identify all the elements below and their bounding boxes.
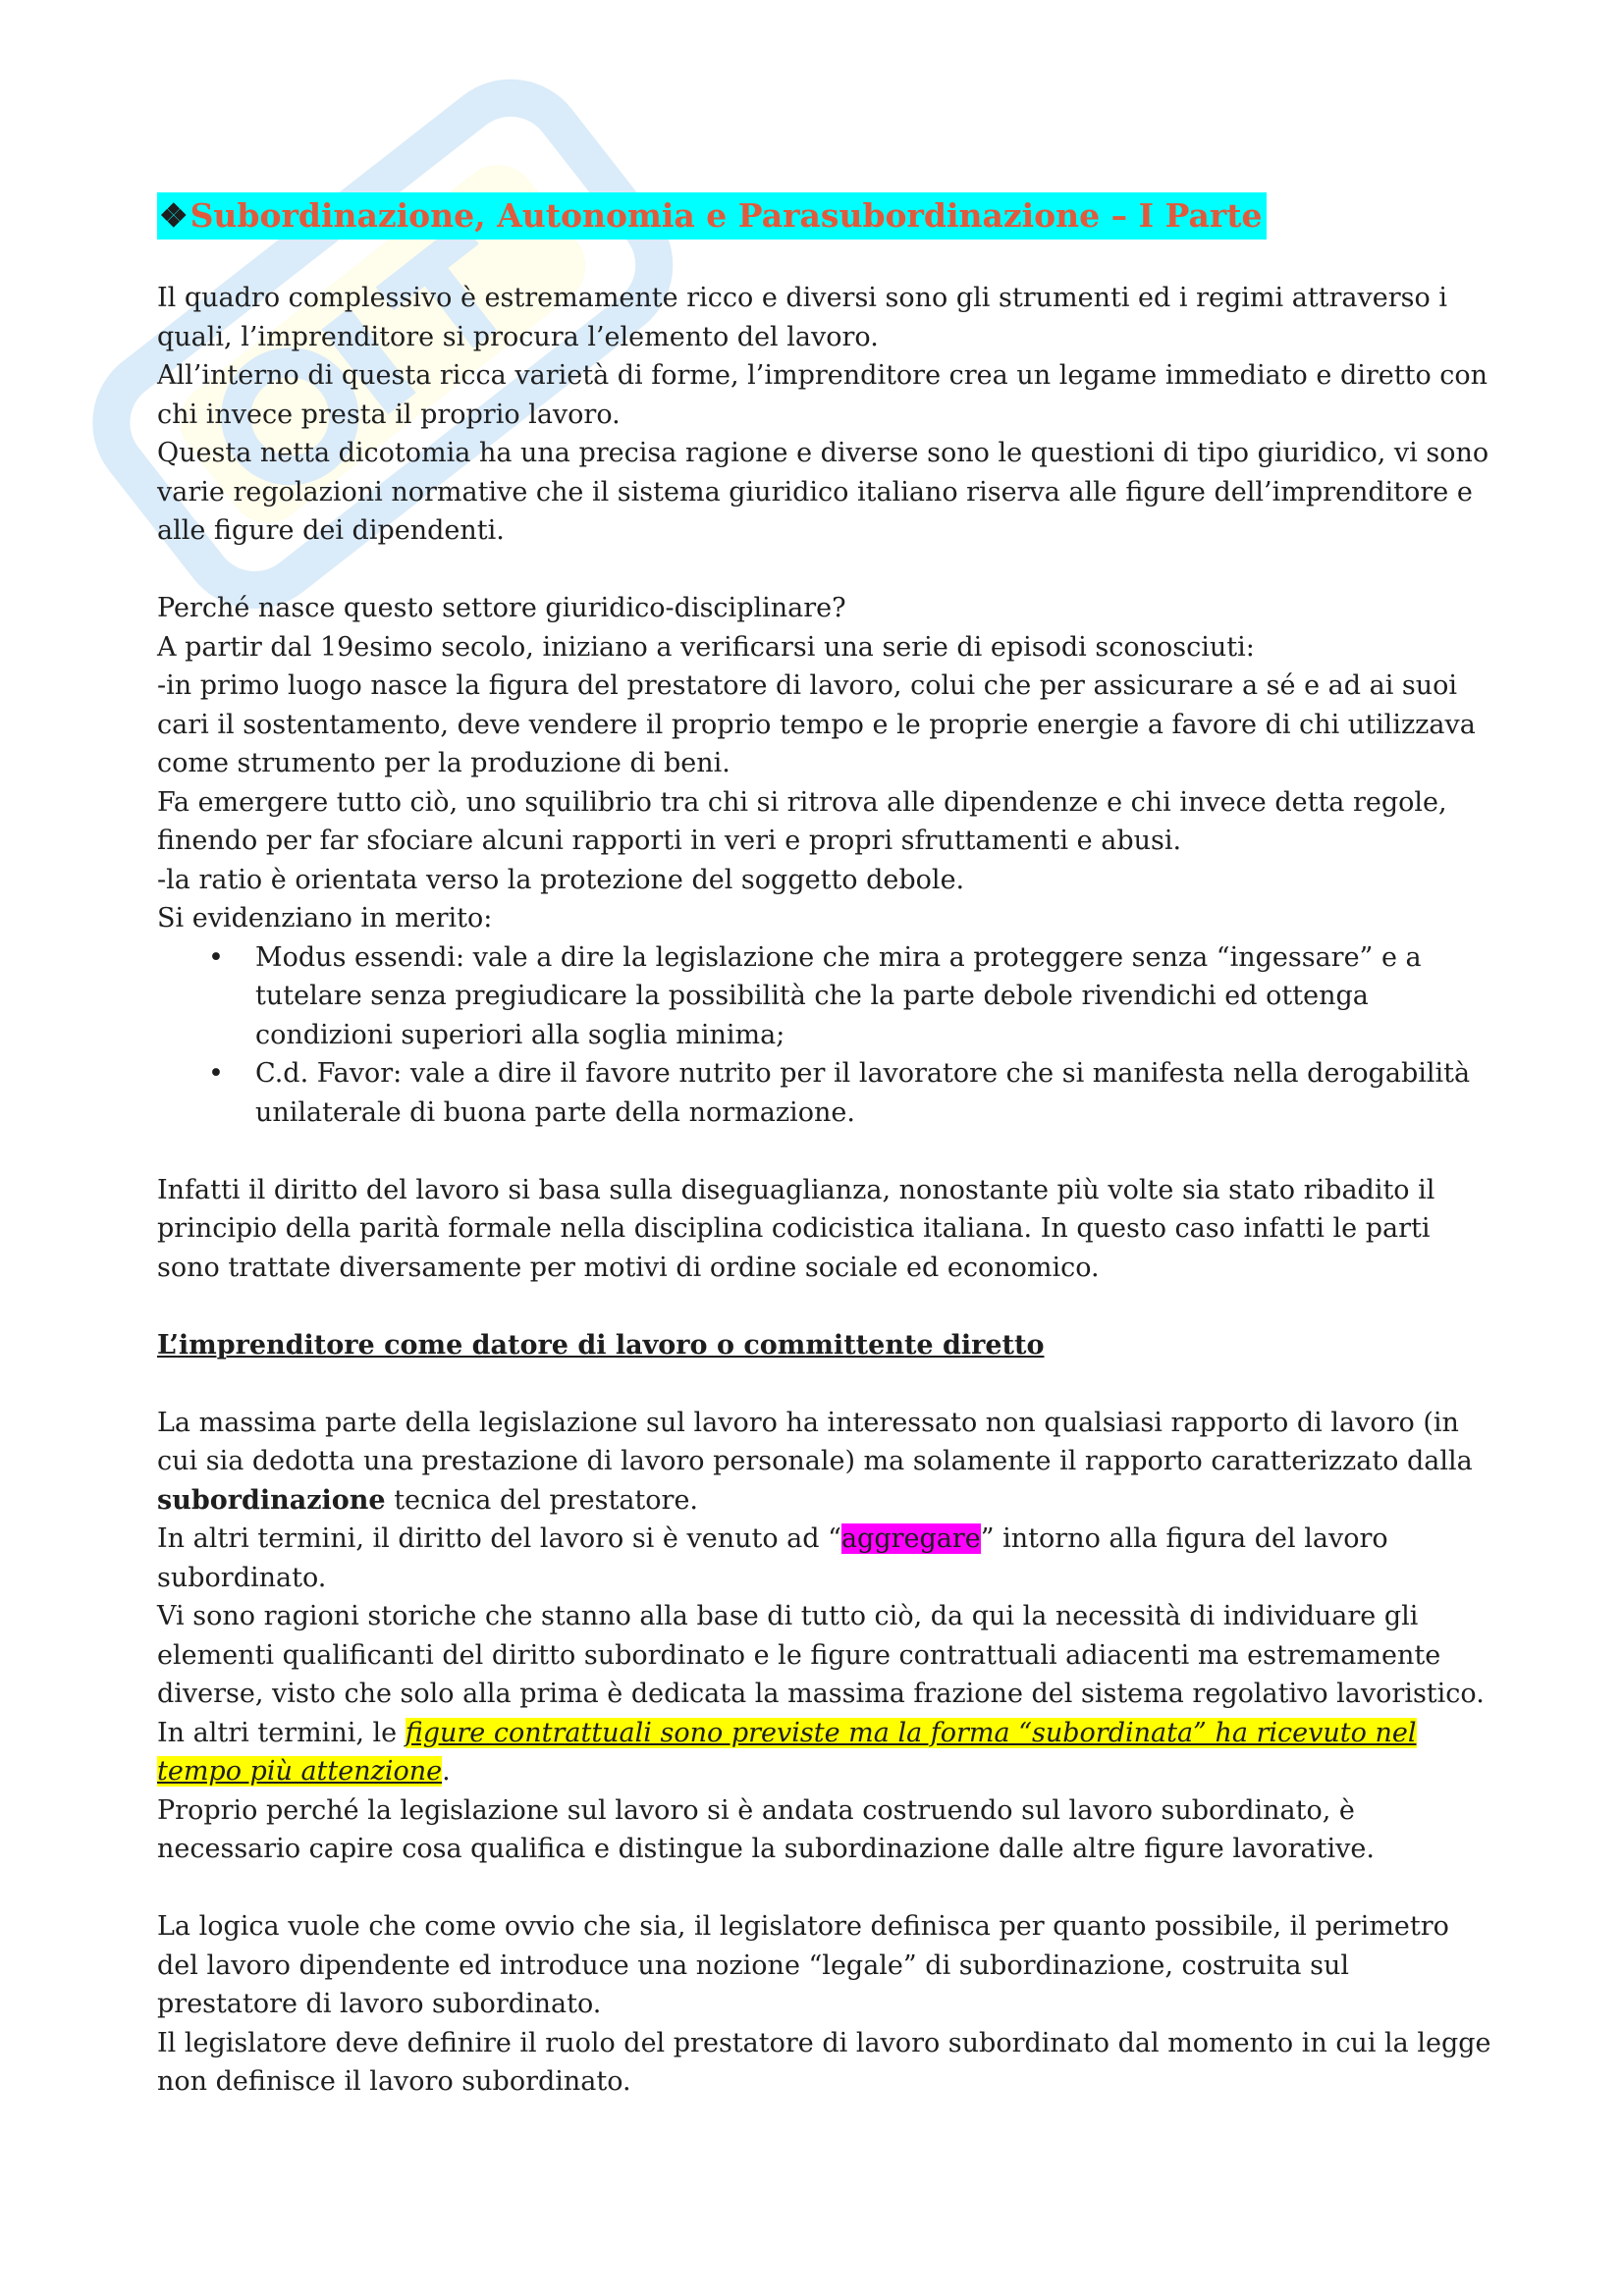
document-title	[157, 192, 1267, 240]
paragraph-text: ” intorno alla figura del lavoro subordinato.	[157, 1523, 1388, 1593]
highlighted-term: aggregare	[840, 1523, 981, 1554]
paragraph: Infatti il diritto del lavoro si basa sulla diseguaglianza, nonostante più volte sia stato ribadito il principio della parità formale nella disciplina codicistica italiana. In questo caso infatti le parti sono trattate diversamente per motivi di ordine sociale ed economico.	[157, 1174, 1435, 1283]
paragraph: Questa netta dicotomia ha una precisa ragione e diverse sono le questioni di tipo giuridico, vi sono varie regolazioni normative che il sistema giuridico italiano riserva alle figure dell’imprenditore e alle figure dei dipendenti.	[157, 438, 1489, 546]
paragraph: A partir dal 19esimo secolo, iniziano a verificarsi una serie di episodi sconosciuti:	[157, 631, 1255, 663]
paragraph: -in primo luogo nasce la figura del prestatore di lavoro, colui che per assicurare a sé e ad ai suoi cari il sostentamento, deve vendere il proprio tempo e le proprie energie a favore di chi utilizzava come strumento per la produzione di beni.	[157, 670, 1476, 778]
paragraph: Si evidenziano in merito:	[157, 903, 493, 934]
document-page	[157, 192, 1492, 2102]
paragraph	[157, 1404, 1492, 1521]
bullet-icon: •	[208, 1058, 224, 1089]
paragraph-text: .	[442, 1756, 451, 1787]
paragraph: Fa emergere tutto ciò, uno squilibrio tra chi si ritrova alle dipendenze e chi invece detta regole, finendo per far sfociare alcuni rapporti in veri e propri sfruttamenti e abusi.	[157, 786, 1447, 856]
paragraph: Il quadro complessivo è estremamente ricco e diversi sono gli strumenti ed i regimi attraverso i quali, l’imprenditore si procura l’elemento del lavoro.	[157, 283, 1447, 352]
paragraph-text: In altri termini, il diritto del lavoro si è venuto ad “	[157, 1523, 841, 1554]
paragraph: Perché nasce questo settore giuridico-disciplinare?	[157, 593, 846, 623]
bullet-list	[157, 938, 1492, 1133]
list-item-text: Modus essendi: vale a dire la legislazione che mira a proteggere senza “ingessare” e a tutelare senza pregiudicare la possibilità che la parte debole rivendichi ed ottenga condizioni superiori alla soglia minima;	[255, 941, 1422, 1050]
list-item	[208, 938, 1492, 1055]
diamond-icon: ❖	[159, 196, 189, 235]
paragraph: Il legislatore deve definire il ruolo del prestatore di lavoro subordinato dal momento in cui la legge non definisce il lavoro subordinato.	[157, 2027, 1491, 2097]
bullet-icon: •	[208, 941, 224, 973]
bold-term: subordinazione	[157, 1484, 386, 1516]
list-item	[208, 1054, 1492, 1132]
document-title-text: Subordinazione, Autonomia e Parasubordinazione – I Parte	[189, 196, 1263, 235]
paragraph	[157, 1520, 1492, 1597]
paragraph: All’interno di questa ricca varietà di forme, l’imprenditore crea un legame immediato e diretto con chi invece presta il proprio lavoro.	[157, 360, 1488, 430]
paragraph-text: Vi sono ragioni storiche che stanno alla base di tutto ciò, da qui la necessità di individuare gli elementi qualificanti del diritto subordinato e le figure contrattuali adiacenti ma estremamente diverse, visto che solo alla prima è dedicata la massima frazione del sistema regolativo lavoristico. In altri termini, le	[157, 1601, 1485, 1748]
list-item-text: C.d. Favor: vale a dire il favore nutrito per il lavoratore che si manifesta nella derogabilità unilaterale di buona parte della normazione.	[255, 1058, 1471, 1128]
highlighted-phrase: figure contrattuali sono previste ma la forma “subordinata” ha ricevuto nel tempo più attenzione	[157, 1717, 1417, 1787]
paragraph: -la ratio è orientata verso la protezione del soggetto debole.	[157, 864, 965, 895]
paragraph-text: tecnica del prestatore.	[385, 1484, 699, 1516]
paragraph	[157, 1597, 1492, 1791]
paragraph: La logica vuole che come ovvio che sia, il legislatore definisca per quanto possibile, il perimetro del lavoro dipendente ed introduce una nozione “legale” di subordinazione, costruita sul prestatore di lavoro subordinato.	[157, 1911, 1449, 2019]
section-heading: L’imprenditore come datore di lavoro o committente diretto	[157, 1329, 1045, 1361]
paragraph-text: La massima parte della legislazione sul lavoro ha interessato non qualsiasi rapporto di lavoro (in cui sia dedotta una prestazione di lavoro personale) ma solamente il rapporto caratterizzato dalla	[157, 1407, 1473, 1476]
paragraph: Proprio perché la legislazione sul lavoro si è andata costruendo sul lavoro subordinato, è necessario capire cosa qualifica e distingue la subordinazione dalle altre figure lavorative.	[157, 1794, 1375, 1864]
